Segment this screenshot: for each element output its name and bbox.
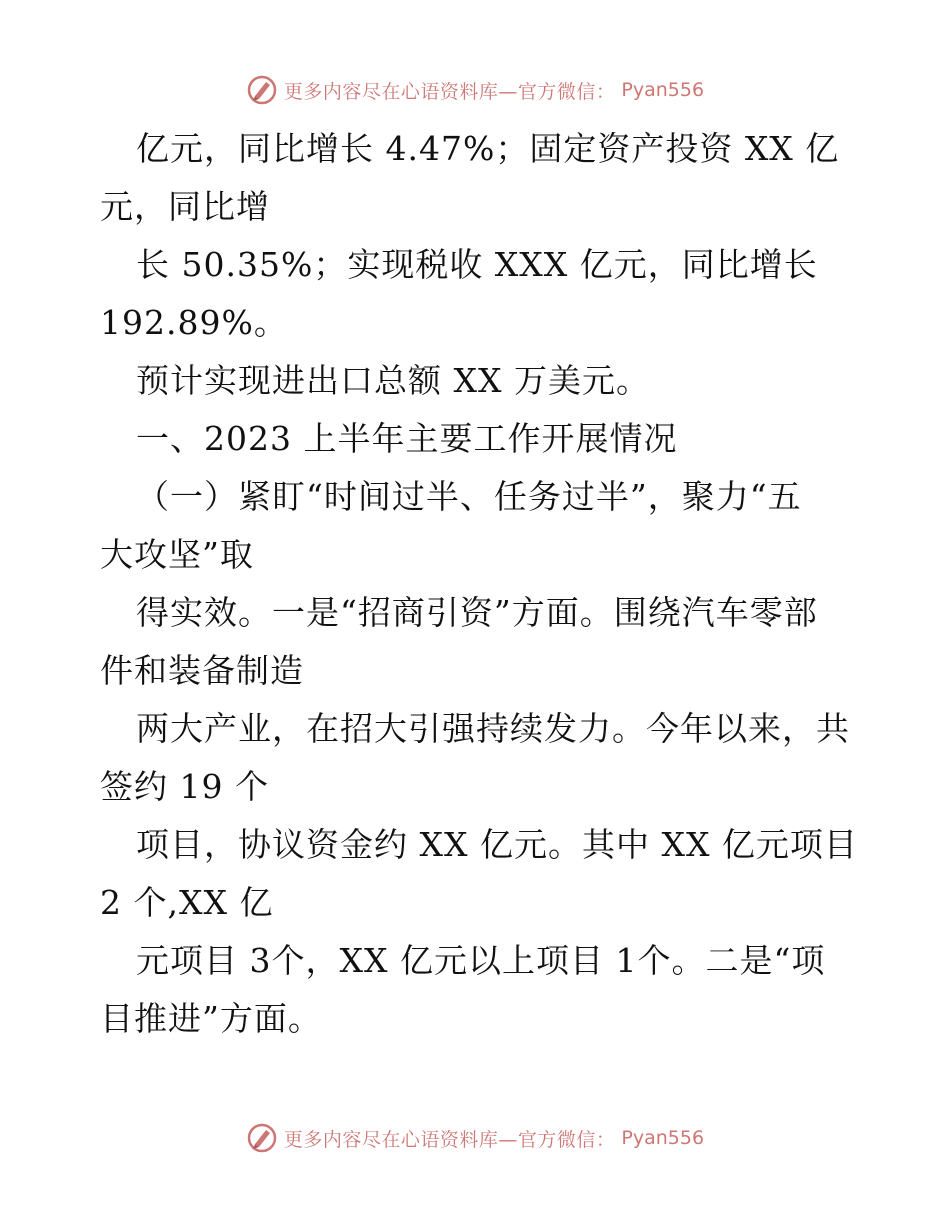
watermark-text: 更多内容尽在心语资料库—官方微信： <box>283 80 616 103</box>
text-line: 元，同比增 <box>100 187 270 226</box>
text-line: 192.89%。 <box>100 303 288 342</box>
text-line: 大攻坚”取 <box>100 535 254 574</box>
text-line: 签约 19 个 <box>100 767 269 806</box>
section-heading: 一、2023 上半年主要工作开展情况 <box>136 419 678 458</box>
footer-watermark <box>0 1122 950 1154</box>
text-line: 项目，协议资金约 XX 亿元。其中 XX 亿元项目 <box>136 825 858 864</box>
watermark-text: 更多内容尽在心语资料库—官方微信： <box>283 1128 616 1151</box>
text-line: 得实效。一是“招商引资”方面。围绕汽车零部 <box>136 593 818 632</box>
text-line: 目推进”方面。 <box>100 999 322 1038</box>
pen-logo-icon <box>246 1122 278 1154</box>
text-line: 2 个,XX 亿 <box>100 883 274 922</box>
watermark-wechat-id: Pyan556 <box>621 79 705 101</box>
header-watermark <box>0 74 950 106</box>
text-line: 亿元，同比增长 4.47%；固定资产投资 XX 亿 <box>136 129 840 168</box>
text-line: 长 50.35%；实现税收 XXX 亿元，同比增长 <box>136 245 818 284</box>
text-line: 元项目 3个，XX 亿元以上项目 1个。二是“项 <box>136 941 826 980</box>
watermark-wechat-id: Pyan556 <box>621 1127 705 1149</box>
text-line: 两大产业，在招大引强持续发力。今年以来，共 <box>136 709 850 748</box>
text-line: 件和装备制造 <box>100 651 304 690</box>
text-line: 预计实现进出口总额 XX 万美元。 <box>136 361 650 400</box>
document-body <box>100 120 860 1048</box>
subsection-heading: （一）紧盯“时间过半、任务过半”，聚力“五 <box>136 477 802 516</box>
pen-logo-icon <box>246 74 278 106</box>
